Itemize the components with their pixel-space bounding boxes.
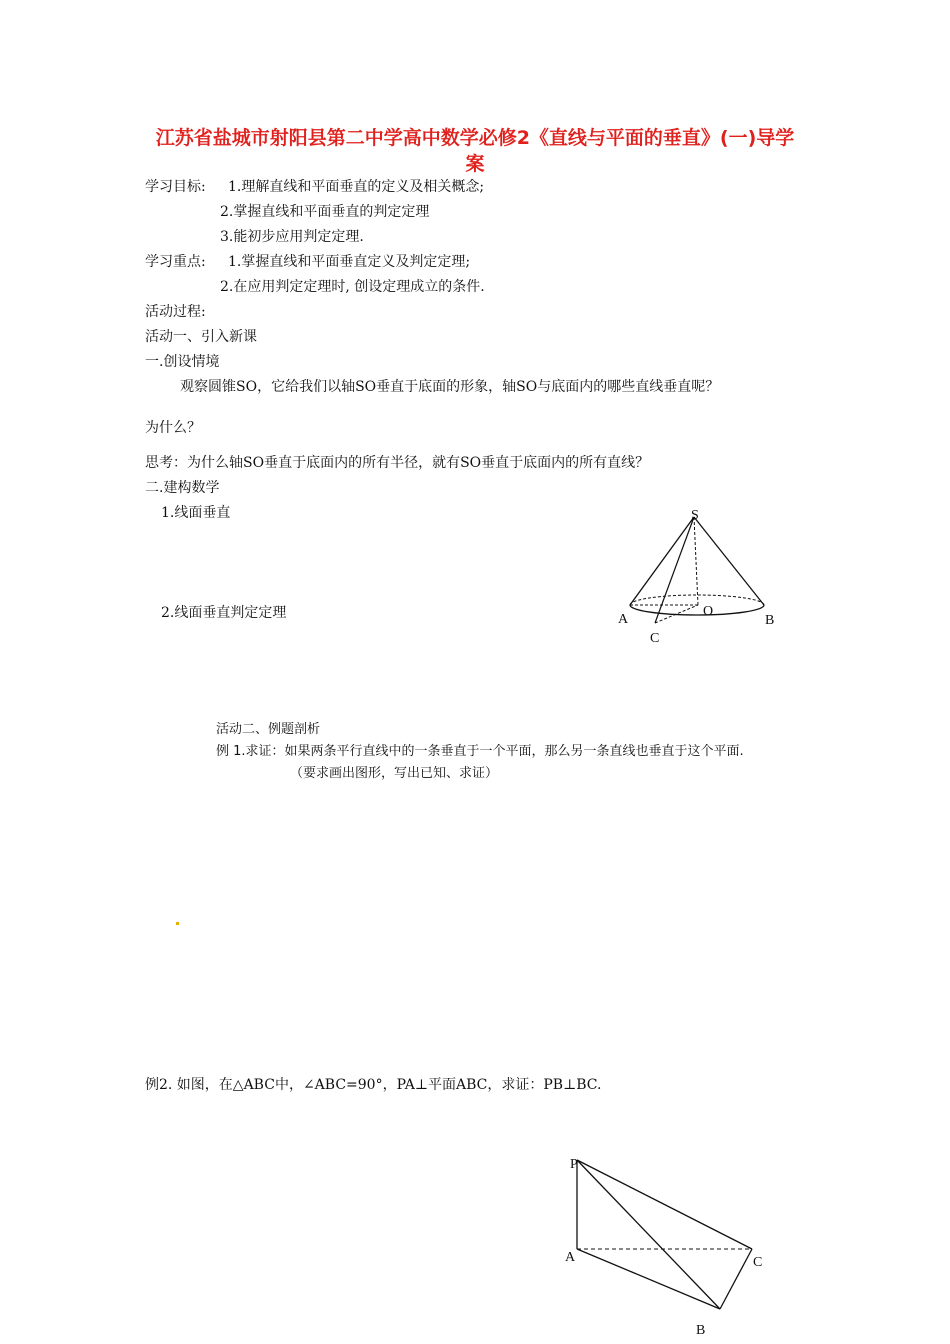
cone-label-s: S: [691, 508, 699, 523]
key-point-item-1: 1.掌握直线和平面垂直定义及判定定理;: [228, 254, 471, 270]
section-2-heading: 二.建构数学: [145, 480, 220, 496]
example1-note: （要求画出图形，写出已知、求证）: [290, 766, 499, 781]
cone-label-a: A: [618, 612, 629, 627]
page-title: 江苏省盐城市射阳县第二中学高中数学必修2《直线与平面的垂直》(一)导学案: [155, 127, 795, 175]
activity2-heading: 活动二、例题剖析: [216, 722, 321, 737]
tetra-label-a: A: [565, 1250, 576, 1265]
item-perpendicular-theorem: 2.线面垂直判定定理: [161, 605, 287, 621]
example1-text: 例 1.求证：如果两条平行直线中的一条垂直于一个平面，那么另一条直线也垂直于这个平面.: [216, 744, 744, 759]
tetra-label-c: C: [753, 1255, 763, 1270]
cone-label-o: O: [703, 604, 714, 619]
goals-label: 学习目标:: [145, 179, 206, 195]
think-text: 思考：为什么轴SO垂直于底面内的所有半径，就有SO垂直于底面内的所有直线？: [145, 455, 650, 471]
cone-label-b: B: [765, 613, 775, 628]
item-line-plane-perpendicular: 1.线面垂直: [161, 505, 231, 521]
tetra-label-p: P: [570, 1157, 578, 1172]
goal-item-1: 1.理解直线和平面垂直的定义及相关概念;: [228, 179, 485, 195]
example2-text: 例2. 如图，在△ABC中，∠ABC=90°，PA⊥平面ABC，求证：PB⊥BC.: [145, 1077, 602, 1093]
goal-item-3: 3.能初步应用判定定理.: [220, 229, 364, 245]
cone-label-c: C: [650, 631, 660, 646]
why-text: 为什么？: [145, 420, 201, 436]
key-points-label: 学习重点:: [145, 254, 206, 270]
section-1-heading: 一.创设情境: [145, 354, 220, 370]
observe-text: 观察圆锥SO，它给我们以轴SO垂直于底面的形象，轴SO与底面内的哪些直线垂直呢？: [180, 379, 720, 395]
key-point-item-2: 2.在应用判定定理时, 创设定理成立的条件.: [220, 279, 485, 295]
activity1-heading: 活动一、引入新课: [145, 329, 257, 345]
goal-item-2: 2.掌握直线和平面垂直的判定定理: [220, 204, 430, 220]
process-label: 活动过程:: [145, 304, 206, 320]
tetra-label-b: B: [696, 1323, 706, 1338]
